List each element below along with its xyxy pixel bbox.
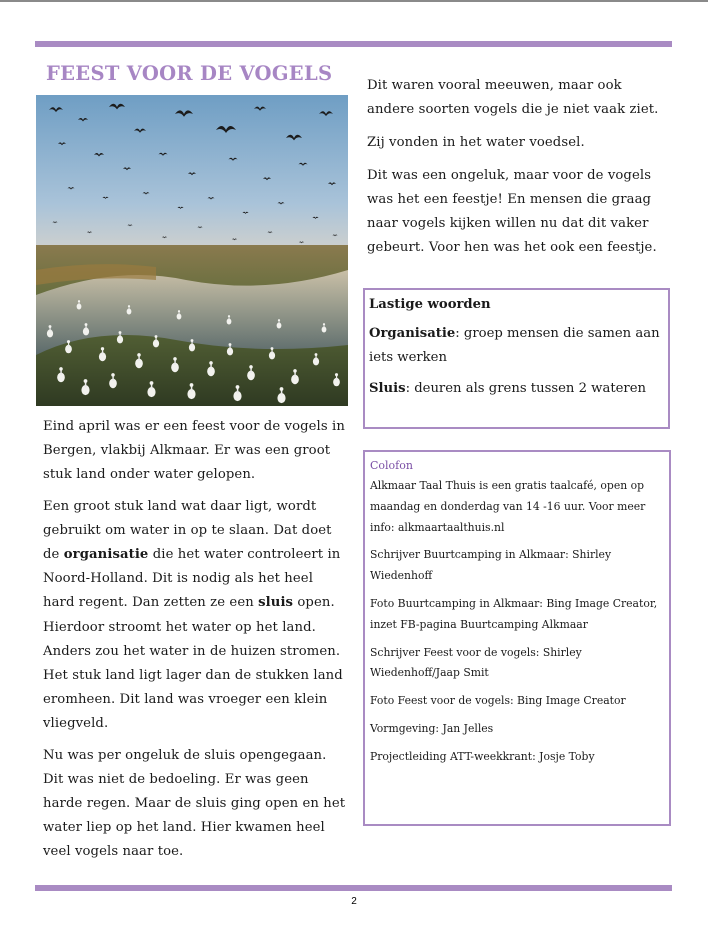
- top-edge-line: [0, 0, 708, 2]
- glossary-item: [369, 377, 664, 401]
- bold-term: organisatie: [63, 547, 149, 563]
- text-run: Nu was per ongeluk de sluis opengegaan. Dit was niet de bedoeling. Er was geen harde regen. Maar de sluis ging open en het water liep op het land. Hier kwamen heel veel vogels naar toe.: [43, 747, 346, 860]
- colofon-line: Vormgeving: Jan Jelles: [370, 721, 494, 735]
- colofon-line: Alkmaar Taal Thuis is een gratis taalcafé, open op maandag en donderdag van 14 -16 uur. Voor meer info: alkmaartaalthuis.nl: [370, 479, 646, 534]
- article-title: FEEST VOOR DE VOGELS: [46, 62, 333, 85]
- glossary-term: Sluis: [369, 381, 406, 396]
- glossary-definition: : deuren als grens tussen 2 wateren: [405, 381, 647, 396]
- bottom-divider-bar: [35, 885, 672, 891]
- article-paragraph: [43, 415, 348, 488]
- colofon-box: [363, 450, 671, 826]
- text-run: open. Hierdoor stroomt het water op het land. Anders zou het water in de huizen stromen. Het stuk land ligt lager dan de stukken land eromheen. Dit land was vroeger een klein vliegveld.: [43, 595, 343, 732]
- colofon-title: Colofon: [370, 459, 413, 472]
- page-number: 2: [351, 896, 357, 907]
- top-divider-bar: [35, 41, 672, 47]
- glossary-term: Organisatie: [369, 326, 456, 341]
- colofon-line: Projectleiding ATT-weekkrant: Josje Toby: [370, 749, 595, 763]
- article-paragraph: [43, 744, 348, 865]
- text-run: Dit waren vooral meeuwen, maar ook andere soorten vogels die je niet vaak ziet.: [367, 78, 659, 118]
- text-run: Eind april was er een feest voor de vogels in Bergen, vlakbij Alkmaar. Er was een groot stuk land onder water gelopen.: [43, 419, 345, 483]
- article-right-column: [367, 74, 667, 269]
- colofon-line: Foto Buurtcamping in Alkmaar: Bing Image Creator, inzet FB-pagina Buurtcamping Alkmaar: [370, 596, 658, 631]
- text-run: Een groot stuk land wat daar ligt, wordt gebruikt om water in op te slaan. Dat doet de: [43, 498, 332, 563]
- article-paragraph: [367, 131, 667, 155]
- text-run: Dit was een ongeluk, maar voor de vogels was het een feestje! En mensen die graag naar vogels kijken willen nu dat dit vaker gebeurt. Voor hen was het ook een feestje.: [367, 167, 657, 256]
- glossary-box: [363, 288, 670, 429]
- glossary-item: [369, 322, 664, 370]
- article-left-column: [43, 415, 348, 872]
- colofon-line: Foto Feest voor de vogels: Bing Image Creator: [370, 694, 626, 708]
- glossary-definition: : groep mensen die samen aan iets werken: [369, 326, 660, 365]
- article-paragraph: [367, 164, 667, 261]
- bold-term: sluis: [258, 595, 294, 611]
- text-run: Zij vonden in het water voedsel.: [367, 134, 585, 150]
- colofon-line: Schrijver Buurtcamping in Alkmaar: Shirley Wiedenhoff: [370, 548, 612, 583]
- article-paragraph: [43, 495, 348, 737]
- text-run: die het water controleert in Noord-Holland. Dit is nodig als het heel hard regent. Dan zetten ze een: [43, 547, 341, 611]
- colofon-line: Schrijver Feest voor de vogels: Shirley Wiedenhoff/Jaap Smit: [370, 645, 582, 680]
- glossary-title: Lastige woorden: [369, 297, 491, 312]
- article-paragraph: [367, 74, 667, 122]
- birds-photo: [36, 95, 348, 406]
